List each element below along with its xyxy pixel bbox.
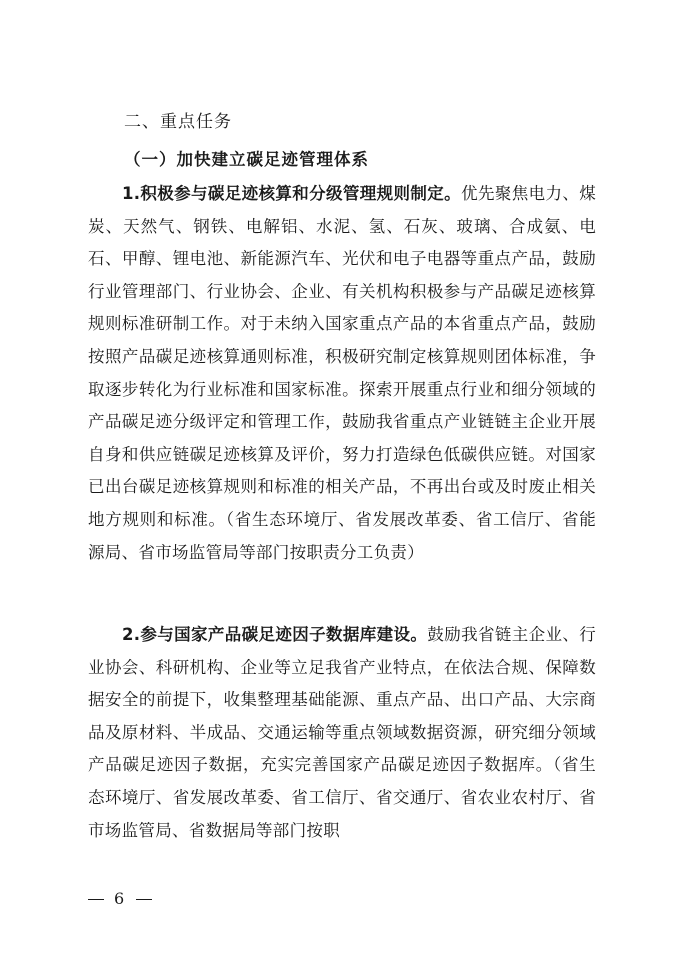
footer-dash-right: [136, 899, 152, 900]
section-heading: 二、重点任务: [124, 112, 232, 132]
paragraph-2-body: 鼓励我省链主企业、行业协会、科研机构、企业等立足我省产业特点，在依法合规、保障数据安全的前提下，收集整理基础能源、重点产品、出口产品、大宗商品及原材料、半成品、交通运输等重点领域数据资源，研究细分领域产品碳足迹因子数据，充实完善国家产品碳足迹因子数据库。（省生态环境厅、省发展改革委、省工信厅、省交通厅、省农业农村厅、省市场监管局、省数据局等部门按职: [88, 625, 597, 840]
paragraph-1-body: 优先聚焦电力、煤炭、天然气、钢铁、电解铝、水泥、氢、石灰、玻璃、合成氨、电石、甲醇、锂电池、新能源汽车、光伏和电子电器等重点产品，鼓励行业管理部门、行业协会、企业、有关机构积极参与产品碳足迹核算规则标准研制工作。对于未纳入国家重点产品的本省重点产品，鼓励按照产品碳足迹核算通则标准，积极研究制定核算规则团体标准，争取逐步转化为行业标准和国家标准。探索开展重点行业和细分领域的产品碳足迹分级评定和管理工作，鼓励我省重点产业链链主企业开展自身和供应链碳足迹核算及评价，努力打造绿色低碳供应链。对国家已出台碳足迹核算规则和标准的相关产品，不再出台或及时废止相关地方规则和标准。（省生态环境厅、省发展改革委、省工信厅、省能源局、省市场监管局等部门按职责分工负责）: [88, 184, 596, 562]
subsection-heading: （一）加快建立碳足迹管理体系: [124, 150, 369, 169]
page-number: 6: [114, 889, 127, 908]
footer-dash-left: [88, 899, 104, 900]
page-footer: [88, 888, 152, 910]
paragraph-2-lead: 2.参与国家产品碳足迹因子数据库建设。: [122, 625, 428, 644]
paragraph-1-lead: 1.积极参与碳足迹核算和分级管理规则制定。: [122, 184, 462, 203]
paragraph-1: [88, 178, 596, 569]
paragraph-2: [88, 619, 596, 847]
